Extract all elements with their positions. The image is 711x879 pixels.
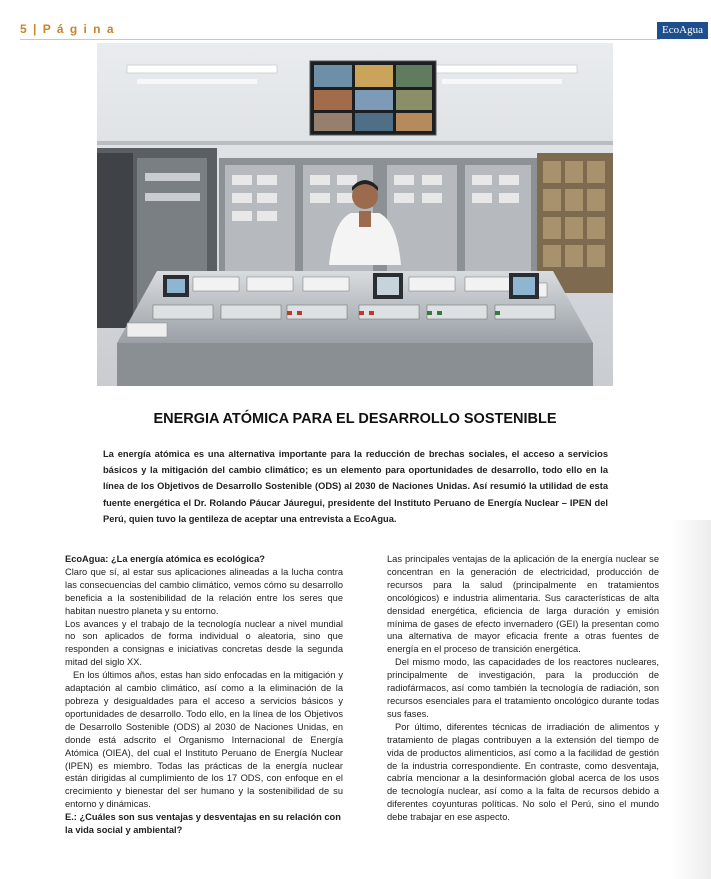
answer-paragraph: Las principales ventajas de la aplicación de la energía nuclear se concentran en la generación de electricidad, producción de recursos para la salud (principalmente en tratamientos oncológicos) e industria alimentaria. Sus características de alta densidad energética, eficiencia de larga duración y emisión mínima de gases de efecto invernadero (GEI) la presentan como una alternativa de mayor eficacia frente a otras fuentes de energía en el proceso de transición energética. (387, 554, 659, 655)
header-divider (20, 39, 660, 40)
article-intro: La energía atómica es una alternativa importante para la reducción de brechas sociales, el acceso a servicios básicos y la mitigación del cambio climático; es un elemento para oportunidades de desarrollo, todo ello en la línea de los Objetivos de Desarrollo Sostenible (ODS) al 2030 de Naciones Unidas. Así resumió la utilidad de esta fuente energética el Dr. Rolando Páucar Jáuregui, presidente del Instituto Peruano de Energía Nuclear – IPEN del Perú, quien tuvo la gentileza de aceptar una entrevista a EcoAgua. (103, 449, 608, 524)
right-column (387, 553, 659, 824)
control-room-illustration (97, 43, 613, 386)
answer-paragraph: Por último, diferentes técnicas de irradiación de alimentos y tratamiento de plagas contribuyen a la extensión del tiempo de vida de productos alimenticios, así como a la facilidad de gestión de la industria correspondiente. En contraste, como desventaja, cabría mencionar a la desinformación global acerca de los usos de tecnología nuclear, así como a la falta de recursos debido a diferentes coyunturas políticas. No solo el Perú, sino el mundo debe trabajar en ese aspecto. (387, 721, 659, 823)
answer-paragraph: Del mismo modo, las capacidades de los reactores nucleares, principalmente de investigación, para la producción de radiofármacos, así como también la tecnología de radiación, son recursos esenciales para el tratamiento oncológico durante todas sus fases. (387, 657, 659, 719)
page-number: 5 | P á g i n a (20, 22, 115, 36)
ecoagua-logo: EcoAgua (657, 22, 708, 39)
control-room-photo (97, 43, 613, 386)
left-column (65, 553, 343, 837)
page-curl-shadow (671, 520, 711, 879)
interview-question-1: EcoAgua: ¿La energía atómica es ecológica? (65, 554, 265, 564)
interview-question-2: E.: ¿Cuáles son sus ventajas y desventajas en su relación con la vida social y ambiental? (65, 812, 341, 836)
answer-paragraph: Claro que sí, al estar sus aplicaciones alineadas a la lucha contra las consecuencias del cambio climático, vemos cómo su desarrollo beneficia a la sostenibilidad de la relación entre los seres que habitan nuestro planeta y su entorno. (65, 566, 343, 616)
answer-paragraph: En los últimos años, estas han sido enfocadas en la mitigación y adaptación al cambio climático, así como a la eliminación de la pobreza y desigualdades para el acceso a servicios básicos y oportunidades de desarrollo. Todo ello, en la línea de los Objetivos de Desarrollo Sostenible (ODS) al 2030 de Naciones Unidas, en donde está adscrito el Organismo Internacional de Energía Atómica (OIEA), del cual el Instituto Peruano de Energía Nuclear (IPEN) es miembro. Todas las prácticas de la energía nuclear están dirigidas al cumplimiento de los 17 ODS, con enfoque en el crecimiento y bienestar del ser humano y la sostenibilidad de su entorno y dinámicas. (65, 670, 343, 810)
answer-paragraph: Los avances y el trabajo de la tecnología nuclear a nivel mundial no son aplicados de forma individual o aleatoria, sino que responden a consignas e iniciativas concretas desde la segunda mitad del siglo XX. (65, 618, 343, 668)
article-title: ENERGIA ATÓMICA PARA EL DESARROLLO SOSTENIBLE (153, 411, 557, 427)
page-header (20, 22, 708, 42)
